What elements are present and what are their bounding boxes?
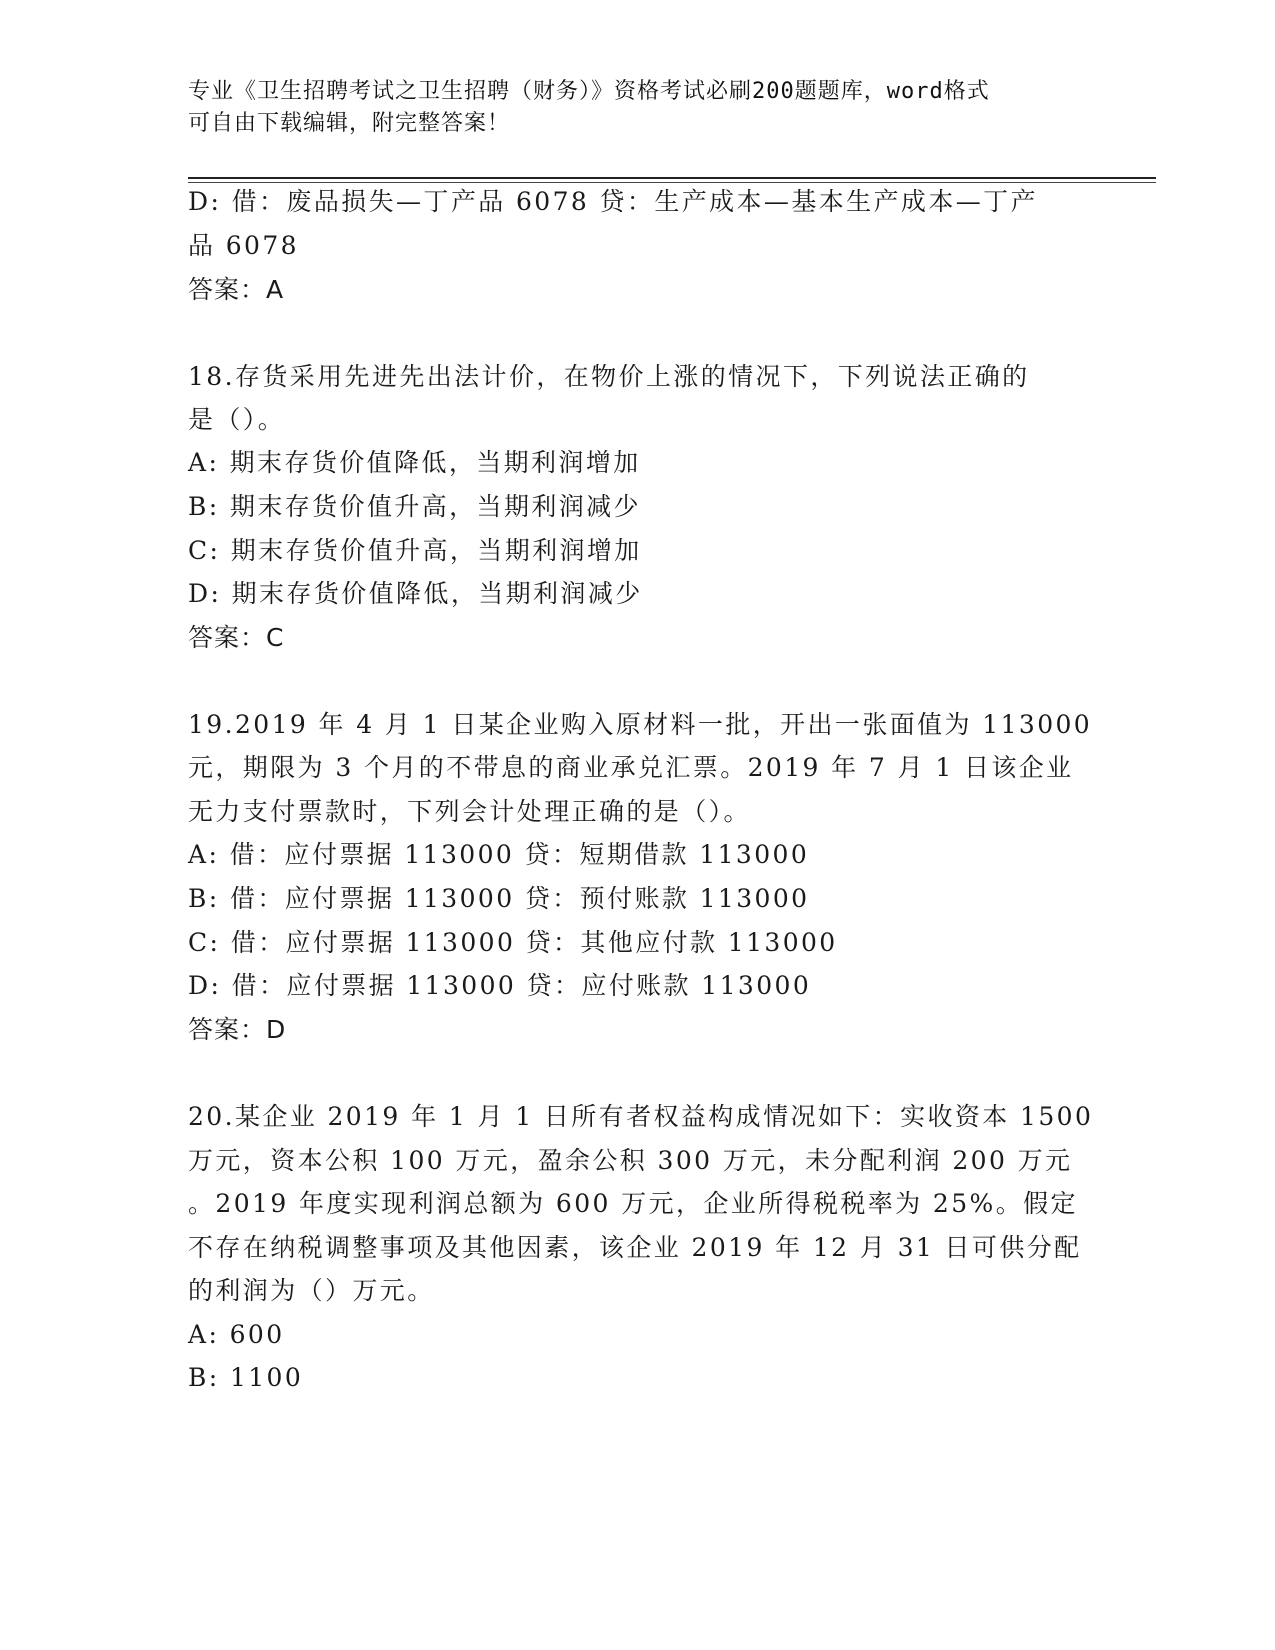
q18-option-b: B: 期末存货价值升高，当期利润减少 bbox=[188, 492, 641, 521]
q19-option-d: D: 借：应付票据 113000 贷：应付账款 113000 bbox=[188, 971, 812, 1000]
q18-option-d: D: 期末存货价值降低，当期利润减少 bbox=[188, 579, 643, 608]
q19-option-c: C: 借：应付票据 113000 贷：其他应付款 113000 bbox=[188, 928, 838, 957]
q20-stem-line1: 20.某企业 2019 年 1 月 1 日所有者权益构成情况如下：实收资本 1500 bbox=[188, 1102, 1094, 1131]
q19-option-b: B: 借：应付票据 113000 贷：预付账款 113000 bbox=[188, 884, 810, 913]
q19-stem-line3: 无力支付票款时，下列会计处理正确的是（）。 bbox=[188, 797, 751, 826]
header-divider-thick bbox=[188, 177, 1156, 179]
q20-stem-line3: 。2019 年度实现利润总额为 600 万元，企业所得税税率为 25%。假定 bbox=[188, 1189, 1078, 1218]
q20-option-b: B: 1100 bbox=[188, 1363, 304, 1392]
q17-option-d-line2: 品 6078 bbox=[188, 231, 299, 260]
header-title-line2: 可自由下载编辑，附完整答案！ bbox=[188, 111, 511, 136]
q18-stem-line1: 18.存货采用先进先出法计价，在物价上涨的情况下，下列说法正确的 bbox=[188, 362, 1030, 391]
q17-option-d-line1: D: 借：废品损失—丁产品 6078 贷：生产成本—基本生产成本—丁产 bbox=[188, 187, 1038, 216]
q18-option-a: A: 期末存货价值降低，当期利润增加 bbox=[188, 448, 641, 477]
q19-stem-line2: 元，期限为 3 个月的不带息的商业承兑汇票。2019 年 7 月 1 日该企业 bbox=[188, 753, 1074, 782]
q19-stem-line1: 19.2019 年 4 月 1 日某企业购入原材料一批，开出一张面值为 113000 bbox=[188, 710, 1093, 739]
q17-answer: 答案：A bbox=[188, 275, 285, 304]
q19-answer: 答案：D bbox=[188, 1015, 287, 1044]
q18-stem-line2: 是（）。 bbox=[188, 405, 286, 434]
q20-stem-line5: 的利润为（）万元。 bbox=[188, 1276, 435, 1305]
q18-answer: 答案：C bbox=[188, 623, 285, 652]
header-divider-thin bbox=[188, 182, 1156, 183]
page-header bbox=[188, 76, 1068, 140]
q19-option-a: A: 借：应付票据 113000 贷：短期借款 113000 bbox=[188, 840, 810, 869]
q18-option-c: C: 期末存货价值升高，当期利润增加 bbox=[188, 536, 642, 565]
q20-stem-line4: 不存在纳税调整事项及其他因素，该企业 2019 年 12 月 31 日可供分配 bbox=[188, 1233, 1082, 1262]
q20-option-a: A: 600 bbox=[188, 1320, 285, 1349]
header-title-line1: 专业《卫生招聘考试之卫生招聘（财务）》资格考试必刷200题题库，word格式 bbox=[188, 79, 990, 104]
q20-stem-line2: 万元，资本公积 100 万元，盈余公积 300 万元，未分配利润 200 万元 bbox=[188, 1146, 1073, 1175]
